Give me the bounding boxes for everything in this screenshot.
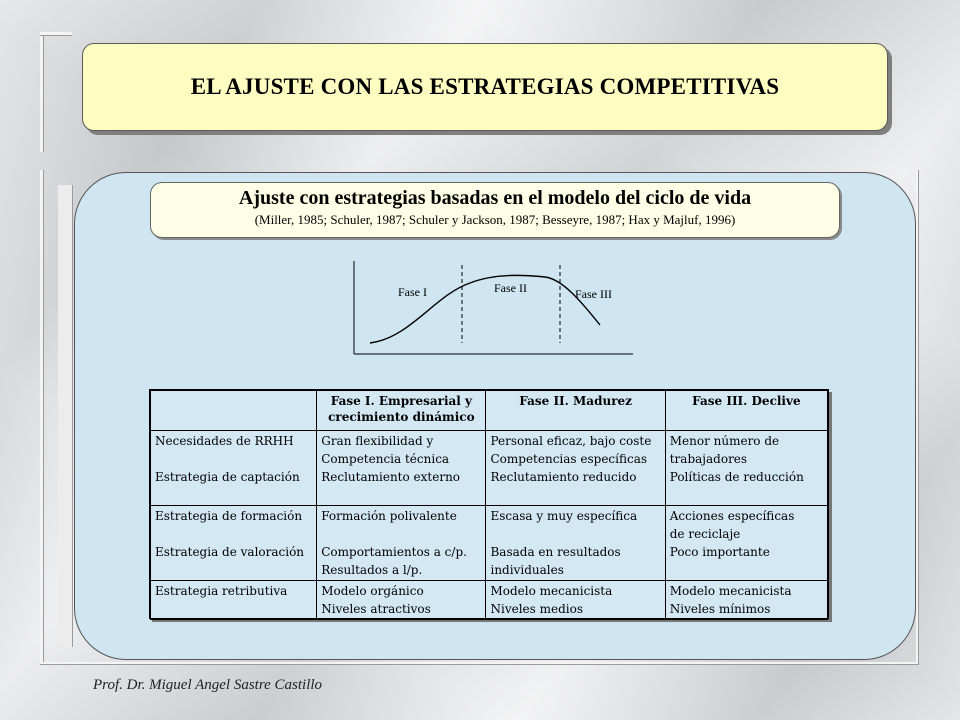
decorative-frame-line — [40, 170, 44, 665]
title-box — [82, 43, 888, 131]
author-footer: Prof. Dr. Miguel Angel Sastre Castillo — [93, 677, 323, 693]
table-cell: Gran flexibilidad y Competencia técnica Reclutamiento externo — [317, 431, 486, 506]
table-cell: Formación polivalente Comportamientos a c/p. Resultados a l/p. — [317, 506, 486, 581]
page-title: EL AJUSTE CON LAS ESTRATEGIAS COMPETITIVAS — [190, 74, 780, 99]
life-cycle-chart — [330, 255, 640, 365]
table-cell: Escasa y muy específica Basada en resultados individuales — [486, 506, 665, 581]
table-cell: Menor número de trabajadores Políticas de reducción — [665, 431, 827, 506]
table-header-row — [151, 391, 828, 431]
table-cell: Modelo mecanicista Niveles medios — [486, 581, 665, 620]
table-cell: Modelo orgánico Niveles atractivos — [317, 581, 486, 620]
table-header-cell: Fase I. Empresarial y crecimiento dinámico — [317, 391, 486, 431]
phase-label-3: Fase III — [575, 287, 612, 301]
table-row — [151, 506, 828, 581]
table-cell: Personal eficaz, bajo coste Competencias específicas Reclutamiento reducido — [486, 431, 665, 506]
subtitle-references: (Miller, 1985; Schuler, 1987; Schuler y Jackson, 1987; Besseyre, 1987; Hax y Majluf, 1996) — [254, 212, 736, 227]
table-row — [151, 431, 828, 506]
table-header-cell: Fase II. Madurez — [486, 391, 665, 431]
decorative-frame-line — [916, 170, 919, 665]
row-label-cell: Estrategia retributiva — [151, 581, 317, 620]
decorative-frame-line — [40, 32, 44, 152]
decorative-frame-line — [40, 662, 918, 665]
phase-table — [149, 389, 829, 619]
subtitle-heading: Ajuste con estrategias basadas en el modelo del ciclo de vida — [238, 187, 752, 209]
table-cell: Acciones específicas de reciclaje Poco importante — [665, 506, 827, 581]
table-row — [151, 581, 828, 620]
table-header-cell — [151, 391, 317, 431]
phase-label-1: Fase I — [398, 285, 427, 299]
row-label-cell: Necesidades de RRHH Estrategia de captación — [151, 431, 317, 506]
table-cell: Modelo mecanicista Niveles mínimos — [665, 581, 827, 620]
decorative-frame-line — [40, 32, 72, 36]
decorative-frame-line — [58, 185, 73, 647]
table-header-cell: Fase III. Declive — [665, 391, 827, 431]
subtitle-box — [150, 182, 840, 238]
row-label-cell: Estrategia de formación Estrategia de valoración — [151, 506, 317, 581]
phase-label-2: Fase II — [494, 281, 527, 295]
